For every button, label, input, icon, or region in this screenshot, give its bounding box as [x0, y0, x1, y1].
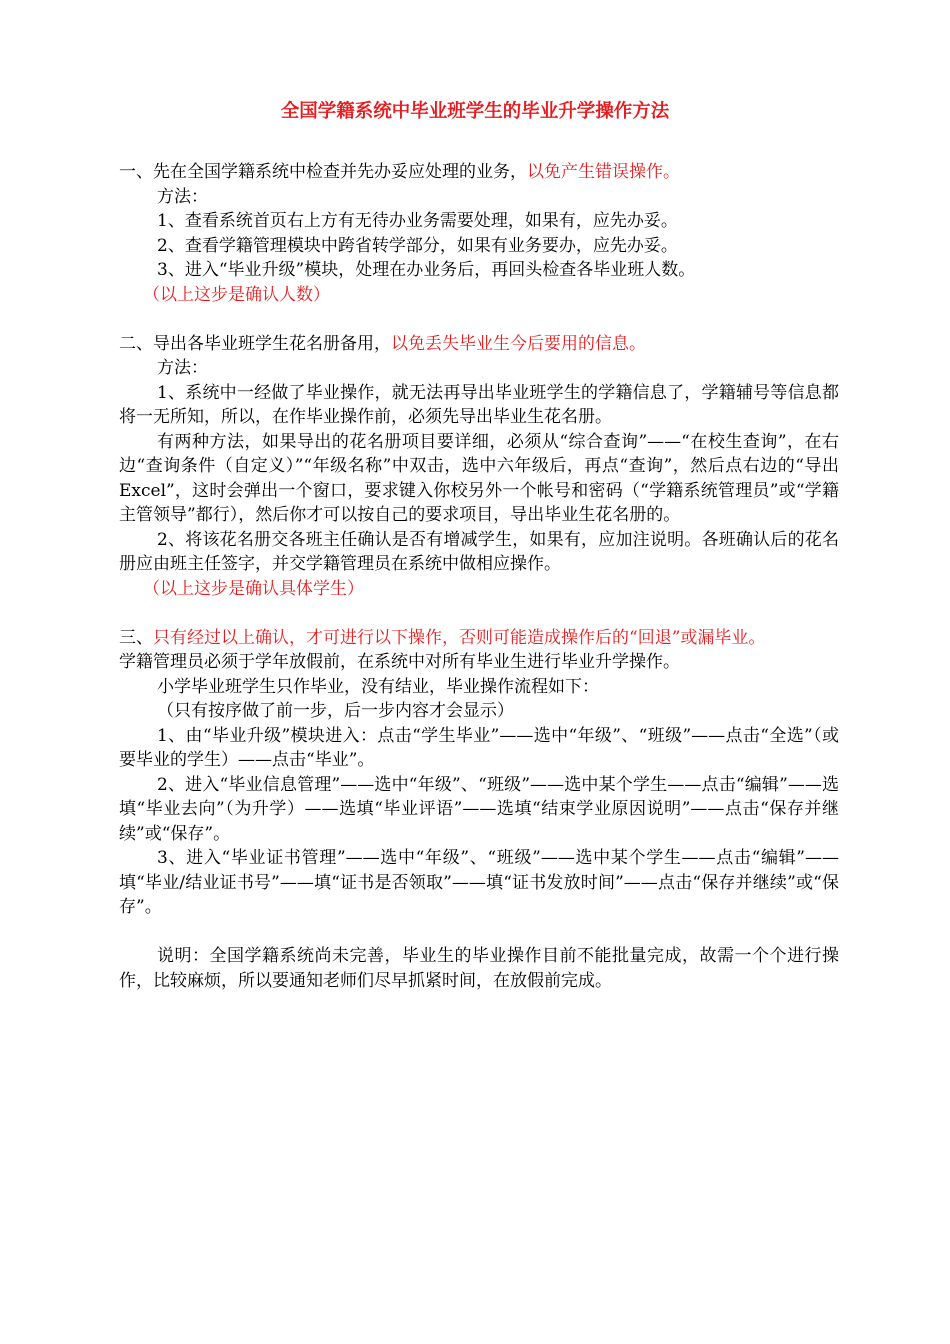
section-2-method-label: 方法： [157, 358, 208, 378]
document-body [119, 160, 839, 993]
section-1-item-1: 1、查看系统首页右上方有无待办业务需要处理，如果有，应先办妥。 [157, 211, 678, 231]
section-1-method-label: 方法： [157, 186, 208, 207]
section-3-paragraph-1: 小学毕业班学生只作毕业，没有结业，毕业操作流程如下： [157, 676, 599, 697]
spacer [119, 601, 839, 626]
spacer [119, 920, 839, 945]
closing-note: 说明：全国学籍系统尚未完善，毕业生的毕业操作目前不能批量完成，故需一个个进行操作，比较麻烦，所以要通知老师们尽早抓紧时间，在放假前完成。 [119, 946, 839, 991]
section-2-lead-red: 以免丢失毕业生今后要用的信息。 [391, 333, 646, 354]
section-3-line-2: 学籍管理员必须于学年放假前，在系统中对所有毕业生进行毕业升学操作。 [119, 652, 680, 672]
section-1-item-3: 3、进入“毕业升级”模块，处理在办业务后，再回头检查各毕业班人数。 [157, 260, 696, 280]
section-2-paragraph-2: 有两种方法，如果导出的花名册项目要详细，必须从“综合查询”——“在校生查询”，在右边“查询条件（自定义）”“年级名称”中双击，选中六年级后，再点“查询”，然后点右边的“导出Excel”，这时会弹出一个窗口，要求键入你校另外一个帐号和密码（“学籍系统管理员”或“学籍主管领导”都行），然后你才可以按自己的要求项目，导出毕业生花名册的。 [119, 431, 839, 525]
section-3-step-3: 3、进入“毕业证书管理”——选中“年级”、“班级”——选中某个学生——点击“编辑”——填“毕业/结业证书号”——填“证书是否领取”——填“证书发放时间”——点击“保存并继续”或“保存”。 [119, 848, 839, 917]
section-3-lead-red: 只有经过以上确认，才可进行以下操作，否则可能造成操作后的“回退”或漏毕业。 [153, 627, 766, 648]
section-2-note: （以上这步是确认具体学生） [143, 578, 364, 599]
section-2-paragraph-3: 2、将该花名册交各班主任确认是否有增减学生，如果有，应加注说明。各班确认后的花名册应由班主任签字，并交学籍管理员在系统中做相应操作。 [119, 529, 839, 574]
section-3-step-1: 1、由“毕业升级”模块进入：点击“学生毕业”——选中“年级”、“班级”——点击“全选”（或要毕业的学生）——点击“毕业”。 [119, 725, 839, 770]
section-1-item-2: 2、查看学籍管理模块中跨省转学部分，如果有业务要办，应先办妥。 [157, 235, 678, 256]
section-2-heading [119, 332, 839, 357]
spacer [119, 307, 839, 332]
section-1-lead: 一、先在全国学籍系统中检查并先办妥应处理的业务， [119, 162, 527, 182]
section-1-note: （以上这步是确认人数） [143, 284, 330, 305]
document-title: 全国学籍系统中毕业班学生的毕业升学操作方法 [280, 101, 670, 122]
section-3-heading [119, 626, 839, 651]
section-3-paragraph-2: （只有按序做了前一步，后一步内容才会显示） [157, 701, 514, 721]
section-2-lead: 二、导出各毕业班学生花名册备用， [119, 333, 391, 354]
section-1-heading [119, 160, 839, 185]
section-2-paragraph-1: 1、系统中一经做了毕业操作，就无法再导出毕业班学生的学籍信息了，学籍辅号等信息都将一无所知，所以，在作毕业操作前，必须先导出毕业生花名册。 [119, 382, 839, 427]
section-3-step-2: 2、进入“毕业信息管理”——选中“年级”、“班级”——选中某个学生——点击“编辑”——选填“毕业去向”（为升学）——选填“毕业评语”——选填“结束学业原因说明”——点击“保存并继续”或“保存”。 [119, 774, 839, 844]
section-3-lead: 三、 [119, 627, 153, 648]
section-1-lead-red: 以免产生错误操作。 [527, 162, 680, 182]
